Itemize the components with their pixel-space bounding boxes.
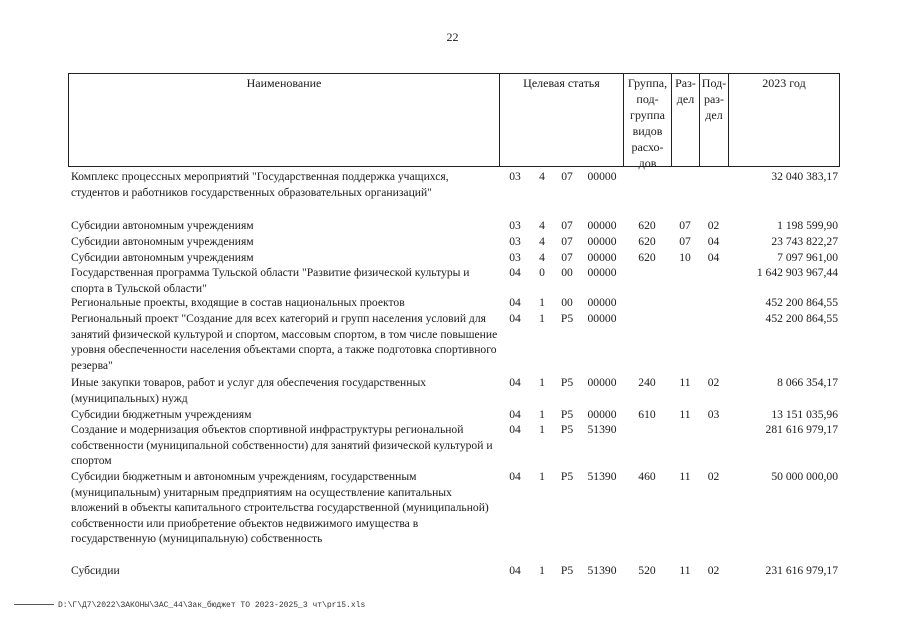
row-code-grp: 620 bbox=[638, 219, 656, 232]
row-code-grp: 620 bbox=[638, 235, 656, 248]
row-code-c3: 07 bbox=[561, 251, 573, 264]
file-path-footer bbox=[14, 601, 365, 610]
row-code-c4: 51390 bbox=[587, 423, 617, 436]
row-code-c3: P5 bbox=[560, 564, 574, 577]
table-header bbox=[68, 73, 840, 170]
row-code-c4: 00000 bbox=[587, 376, 617, 389]
row-amount: 7 097 961,00 bbox=[777, 251, 838, 264]
header-name bbox=[69, 74, 500, 166]
row-code-c4: 00000 bbox=[587, 219, 617, 232]
row-code-c3: 00 bbox=[561, 266, 573, 279]
header-section-line: дел bbox=[676, 92, 695, 106]
header-group bbox=[624, 74, 672, 170]
row-code-c3: P5 bbox=[560, 312, 574, 325]
row-code-c1: 04 bbox=[509, 423, 521, 436]
row-amount: 32 040 383,17 bbox=[771, 170, 838, 183]
header-group-line: под- bbox=[636, 92, 659, 106]
header-section-line: Раз- bbox=[675, 76, 696, 90]
row-code-sub: 02 bbox=[707, 564, 720, 577]
row-code-c3: P5 bbox=[560, 423, 574, 436]
row-code-c2: 1 bbox=[539, 408, 545, 421]
row-code-sub: 04 bbox=[707, 251, 720, 264]
row-amount: 8 066 354,17 bbox=[777, 376, 838, 389]
header-target-label: Целевая статья bbox=[523, 76, 600, 90]
row-code-c1: 04 bbox=[509, 376, 521, 389]
row-code-c2: 1 bbox=[539, 376, 545, 389]
row-code-sub: 03 bbox=[707, 408, 720, 421]
header-subsection-line: раз- bbox=[703, 92, 725, 106]
row-code-c2: 4 bbox=[539, 235, 545, 248]
table-row bbox=[68, 295, 840, 311]
row-code-sub: 04 bbox=[707, 235, 720, 248]
row-name: Региональные проекты, входящие в состав национальных проектов bbox=[71, 296, 405, 309]
row-code-sec: 11 bbox=[679, 564, 691, 577]
row-code-c1: 03 bbox=[509, 235, 521, 248]
row-code-c4: 00000 bbox=[587, 312, 617, 325]
table-row bbox=[68, 169, 840, 201]
table-row bbox=[68, 407, 840, 423]
row-code-c1: 04 bbox=[509, 470, 521, 483]
row-name: Государственная программа Тульской области "Развитие физической культуры и спорта в Тульской области" bbox=[71, 266, 470, 295]
row-amount: 13 151 035,96 bbox=[771, 408, 838, 421]
row-amount: 50 000 000,00 bbox=[771, 470, 838, 483]
header-year-label: 2023 год bbox=[762, 76, 806, 90]
footer-rule bbox=[14, 604, 54, 605]
table-row bbox=[68, 234, 840, 250]
header-group-line: группа bbox=[630, 108, 665, 122]
row-amount: 281 616 979,17 bbox=[765, 423, 838, 436]
table-row bbox=[68, 311, 840, 373]
table-row bbox=[68, 563, 840, 581]
row-name: Субсидии автономным учреждениям bbox=[71, 251, 254, 264]
row-amount: 1 198 599,90 bbox=[777, 219, 838, 232]
row-code-grp: 460 bbox=[638, 470, 656, 483]
row-code-sec: 07 bbox=[679, 219, 691, 232]
row-code-c2: 0 bbox=[539, 266, 545, 279]
row-code-sub: 02 bbox=[707, 219, 720, 232]
row-code-sub: 02 bbox=[707, 376, 720, 389]
row-code-c4: 00000 bbox=[587, 296, 617, 309]
row-code-sec: 11 bbox=[679, 376, 691, 389]
row-code-c1: 04 bbox=[509, 266, 521, 279]
row-code-c1: 04 bbox=[509, 408, 521, 421]
table-row bbox=[68, 250, 840, 266]
row-code-c3: 07 bbox=[561, 219, 573, 232]
header-group-line: Группа, bbox=[627, 76, 668, 90]
row-code-c4: 51390 bbox=[587, 470, 617, 483]
header-subsection-line: дел bbox=[705, 108, 723, 122]
row-amount: 231 616 979,17 bbox=[765, 564, 838, 577]
row-code-c1: 04 bbox=[509, 312, 521, 325]
row-amount: 23 743 822,27 bbox=[771, 235, 838, 248]
header-subsection bbox=[700, 74, 729, 166]
row-code-c4: 51390 bbox=[587, 564, 617, 577]
table-row bbox=[68, 469, 840, 547]
row-code-c2: 4 bbox=[539, 251, 545, 264]
row-code-grp: 240 bbox=[638, 376, 656, 389]
budget-table bbox=[68, 73, 840, 577]
row-code-c1: 03 bbox=[509, 219, 521, 232]
row-code-c4: 00000 bbox=[587, 235, 617, 248]
row-code-c3: 07 bbox=[561, 170, 573, 183]
row-code-c2: 1 bbox=[539, 312, 545, 325]
row-amount: 1 642 903 967,44 bbox=[756, 266, 838, 279]
row-name: Комплекс процессных мероприятий "Государственная поддержка учащихся, студентов и работников государственных образовательных организаций" bbox=[71, 170, 449, 199]
page-number: 22 bbox=[446, 30, 459, 44]
row-code-c2: 1 bbox=[539, 423, 545, 436]
row-code-c2: 1 bbox=[539, 296, 545, 309]
table-row bbox=[68, 218, 840, 234]
footer-path-text: D:\Г\Д7\2022\ЗАКОНЫ\ЗАС_44\Зак_бюджет ТО 2023-2025_3 чт\pr15.xls bbox=[58, 601, 366, 610]
header-target bbox=[500, 74, 624, 166]
row-code-grp: 520 bbox=[638, 564, 656, 577]
header-name-label: Наименование bbox=[246, 76, 322, 90]
row-code-c1: 04 bbox=[509, 296, 521, 309]
row-code-c4: 00000 bbox=[587, 266, 617, 279]
row-name: Субсидии автономным учреждениям bbox=[71, 219, 254, 232]
table-row bbox=[68, 422, 840, 468]
row-name: Субсидии автономным учреждениям bbox=[71, 235, 254, 248]
table-row bbox=[68, 375, 840, 407]
row-code-c3: P5 bbox=[560, 376, 574, 389]
row-code-c3: 00 bbox=[561, 296, 573, 309]
row-code-c2: 1 bbox=[539, 564, 545, 577]
row-code-c1: 03 bbox=[509, 251, 521, 264]
row-code-c4: 00000 bbox=[587, 408, 617, 421]
row-code-grp: 620 bbox=[638, 251, 656, 264]
header-year bbox=[729, 74, 839, 166]
row-amount: 452 200 864,55 bbox=[765, 312, 838, 325]
row-code-c3: 07 bbox=[561, 235, 573, 248]
header-subsection-line: Под- bbox=[701, 76, 727, 90]
header-group-line: дов bbox=[638, 156, 657, 170]
row-amount: 452 200 864,55 bbox=[765, 296, 838, 309]
row-code-c1: 03 bbox=[509, 170, 521, 183]
row-name: Региональный проект "Создание для всех категорий и групп населения условий для занятий физической культурой и спортом, массовым спортом, в том числе повышение уровня обеспеченности населения объектами спорта, а также подготовка спортивного резерва" bbox=[71, 312, 498, 372]
table-row bbox=[68, 265, 840, 297]
row-code-c4: 00000 bbox=[587, 251, 617, 264]
row-code-sec: 07 bbox=[679, 235, 691, 248]
row-code-sec: 11 bbox=[679, 470, 691, 483]
row-code-c2: 4 bbox=[539, 219, 545, 232]
row-name: Субсидии bbox=[71, 564, 120, 577]
header-group-line: расхо- bbox=[631, 140, 664, 154]
row-name: Субсидии бюджетным и автономным учреждениям, государственным (муниципальным) унитарным предприятиям на осуществление капитальных вложений в объекты капитального строительства государственной (муниципальной) собственности или приобретение объектов недвижимого имущества в государственную (муниципальную) собственность bbox=[71, 470, 489, 546]
row-name: Субсидии бюджетным учреждениям bbox=[71, 408, 252, 421]
row-code-c2: 4 bbox=[539, 170, 545, 183]
row-code-sec: 10 bbox=[679, 251, 691, 264]
row-code-c2: 1 bbox=[539, 470, 545, 483]
row-code-c1: 04 bbox=[509, 564, 521, 577]
header-group-line: видов bbox=[632, 124, 663, 138]
row-code-c4: 00000 bbox=[587, 170, 617, 183]
header-section bbox=[672, 74, 700, 166]
row-name: Иные закупки товаров, работ и услуг для обеспечения государственных (муниципальных) нужд bbox=[71, 376, 427, 405]
row-code-sub: 02 bbox=[707, 470, 720, 483]
row-code-sec: 11 bbox=[679, 408, 691, 421]
row-name: Создание и модернизация объектов спортивной инфраструктуры региональной собственности (муниципальной собственности) для занятий физической культурой и спортом bbox=[71, 423, 493, 468]
row-code-c3: P5 bbox=[560, 470, 574, 483]
row-code-c3: P5 bbox=[560, 408, 574, 421]
row-code-grp: 610 bbox=[638, 408, 656, 421]
